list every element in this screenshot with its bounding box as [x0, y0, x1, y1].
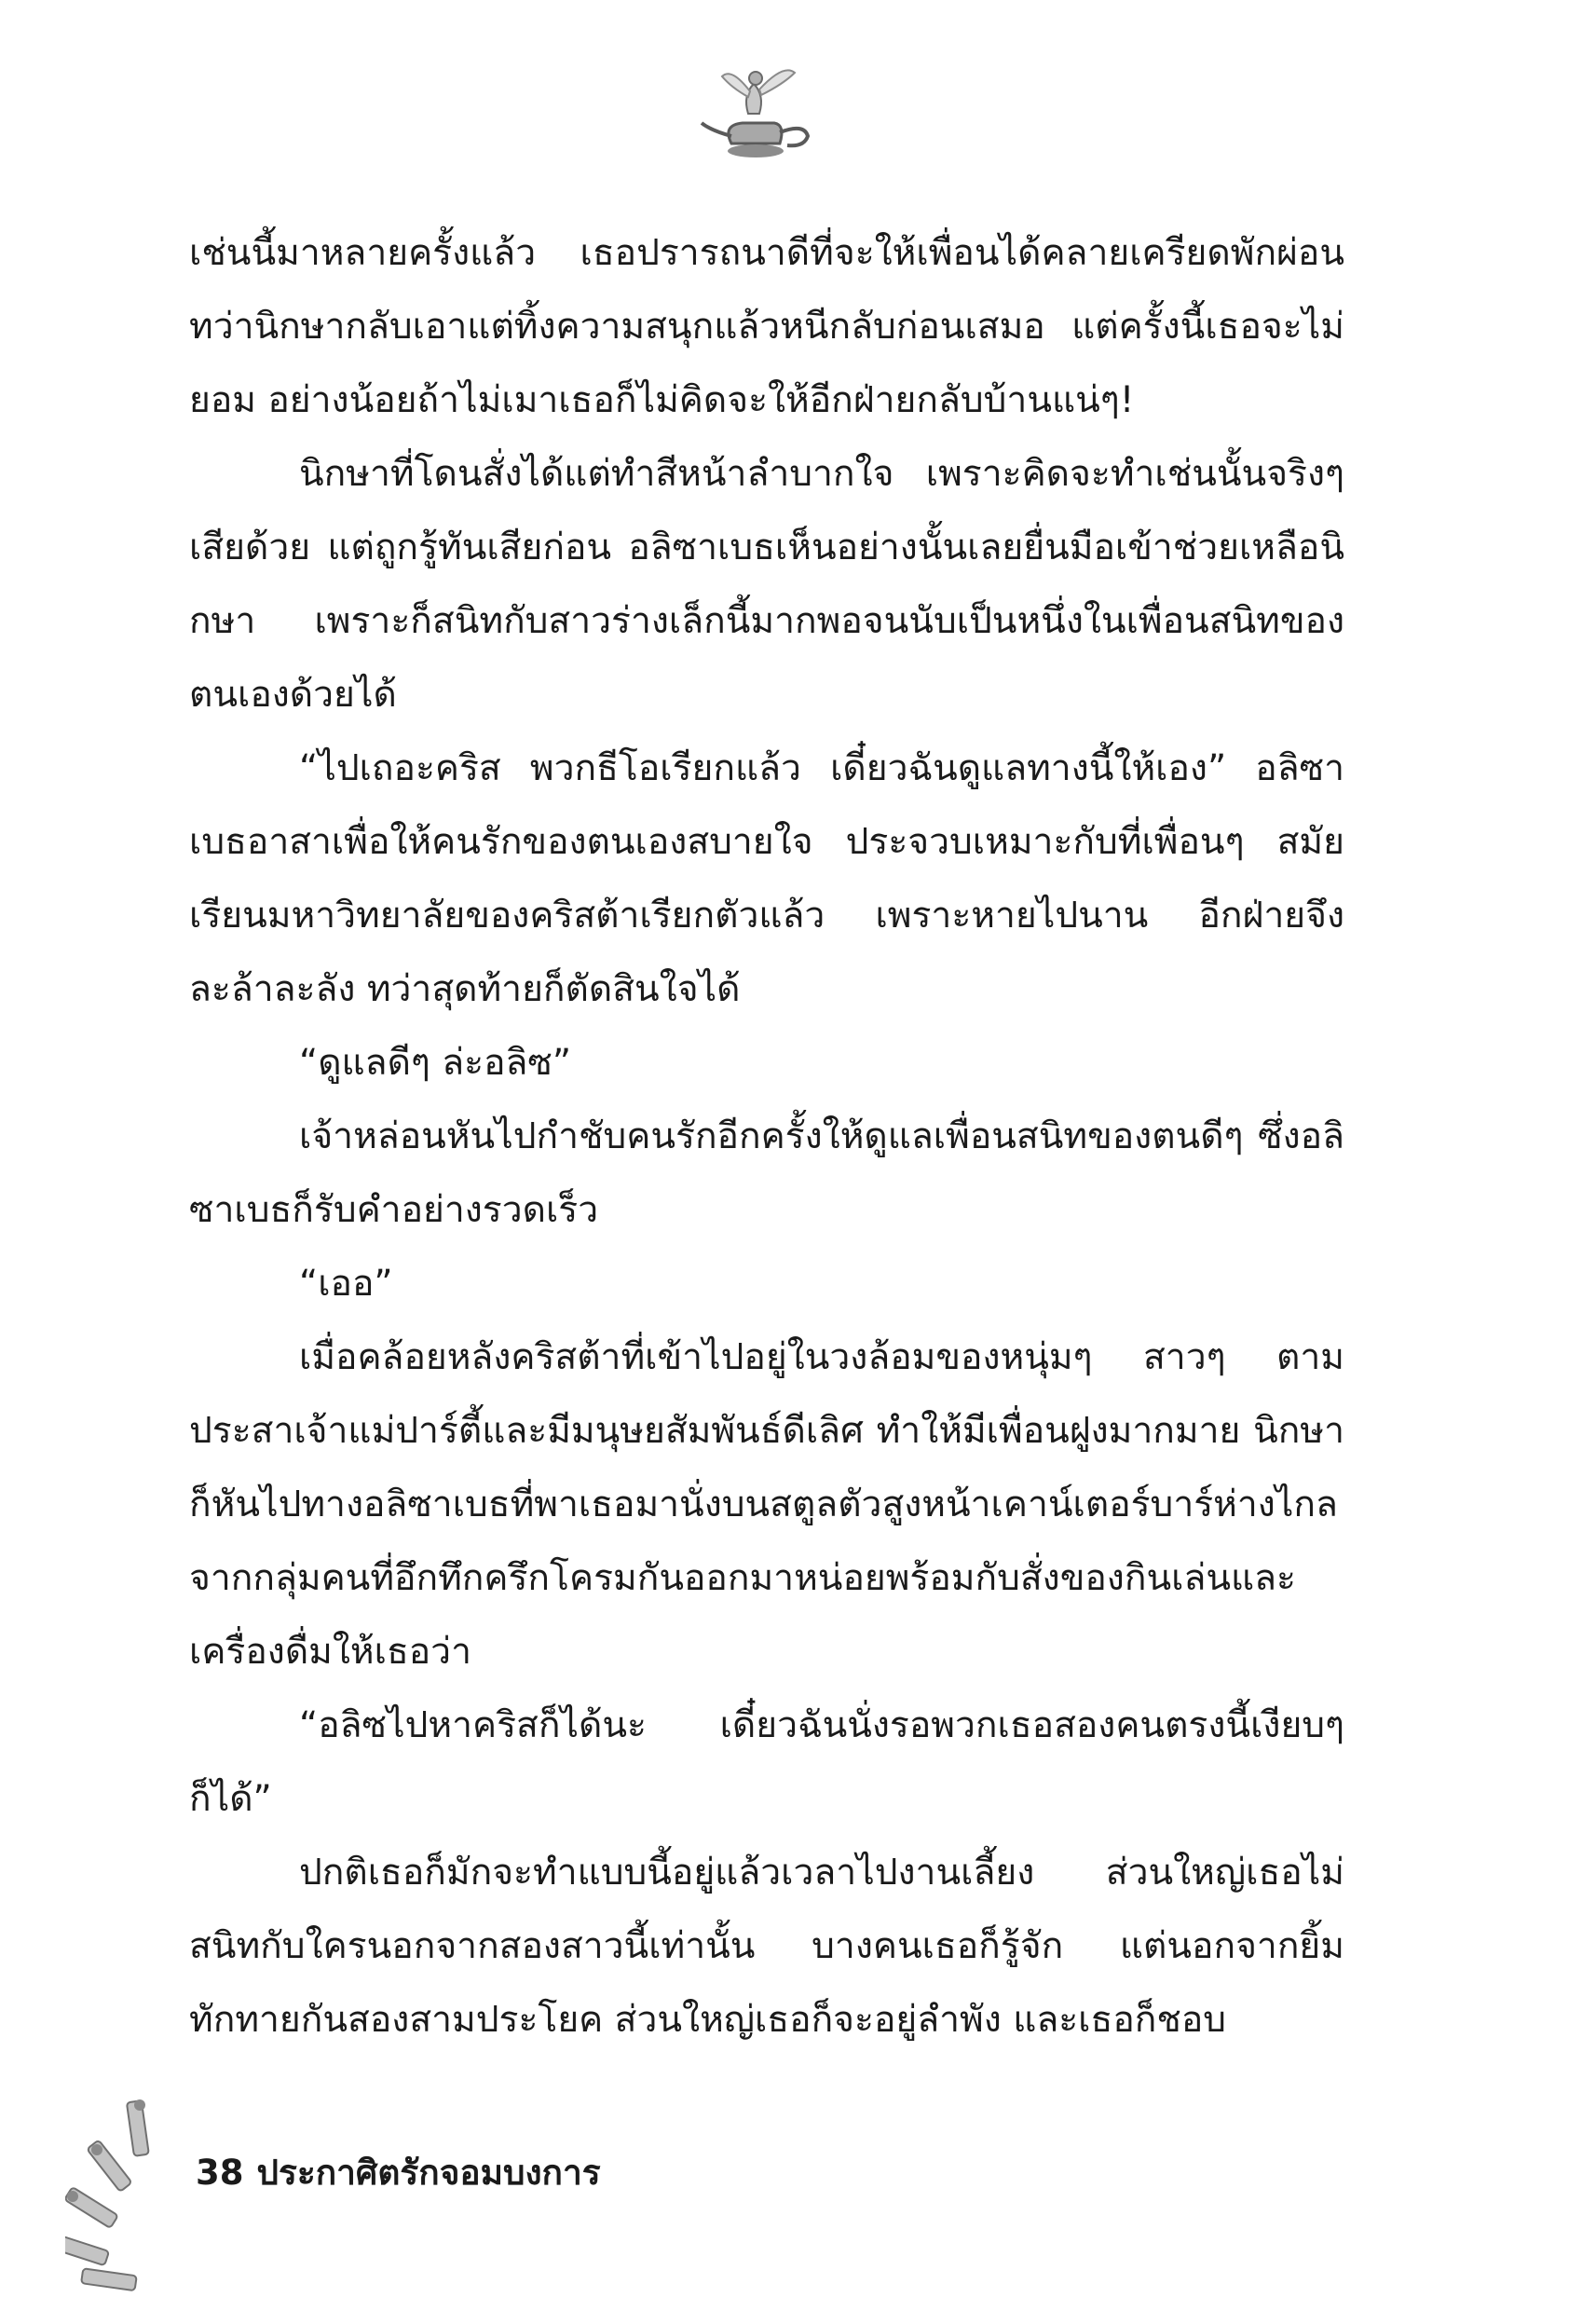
- paragraph-1: เช่นนี้มาหลายครั้งแล้ว เธอปรารถนาดีที่จะให้เพื่อนได้คลายเครียดพักผ่อน ทว่านิกษากลับเอาแต่ทิ้งความสนุกแล้วหนีกลับก่อนเสมอ แต่ครั้งนี้เธอจะไม่ยอม อย่างน้อยถ้าไม่เมาเธอก็ไม่คิดจะให้อีกฝ่ายกลับบ้านแน่ๆ!: [189, 232, 1344, 421]
- paragraph-6: “เออ”: [299, 1263, 393, 1305]
- paragraph-5: เจ้าหล่อนหันไปกำชับคนรักอีกครั้งให้ดูแลเพื่อนสนิทของตนดีๆ ซึ่งอลิซาเบธก็รับคำอย่างรวดเร็ว: [189, 1115, 1344, 1231]
- paragraph-9: ปกติเธอก็มักจะทำแบบนี้อยู่แล้วเวลาไปงานเลี้ยง ส่วนใหญ่เธอไม่สนิทกับใครนอกจากสองสาวนี้เท่านั้น บางคนเธอก็รู้จัก แต่นอกจากยิ้มทักทายกันสองสามประโยค ส่วนใหญ่เธอก็จะอยู่ลำพัง และเธอก็ชอบ: [189, 1852, 1344, 2041]
- paragraph-8: “อลิซไปหาคริสก็ได้นะ เดี๋ยวฉันนั่งรอพวกเธอสองคนตรงนี้เงียบๆ ก็ได้”: [189, 1704, 1344, 1820]
- book-title: ประกาศิตรักจอมบงการ: [256, 2153, 601, 2193]
- paragraph-4: “ดูแลดีๆ ล่ะอลิซ”: [299, 1042, 572, 1084]
- bullets-decoration-icon: [65, 2092, 186, 2292]
- paragraph-3: “ไปเถอะคริส พวกธีโอเรียกแล้ว เดี๋ยวฉันดูแลทางนี้ให้เอง” อลิซาเบธอาสาเพื่อให้คนรักของตนเองสบายใจ ประจวบเหมาะกับที่เพื่อนๆ สมัยเรียนมหาวิทยาลัยของคริสต้าเรียกตัวแล้ว เพราะหายไปนาน อีกฝ่ายจึงละล้าละลัง ทว่าสุดท้ายก็ตัดสินใจได้: [189, 747, 1344, 1010]
- fairy-lamp-emblem-icon: [694, 58, 815, 168]
- paragraph-7: เมื่อคล้อยหลังคริสต้าที่เข้าไปอยู่ในวงล้อมของหนุ่มๆ สาวๆ ตามประสาเจ้าแม่ปาร์ตี้และมีมนุษยสัมพันธ์ดีเลิศ ทำให้มีเพื่อนฝูงมากมาย นิกษาก็หันไปทางอลิซาเบธที่พาเธอมานั่งบนสตูลตัวสูงหน้าเคาน์เตอร์บาร์ห่างไกลจากกลุ่มคนที่อึกทึกครึกโครมกันออกมาหน่อยพร้อมกับสั่งของกินเล่นและเครื่องดื่มให้เธอว่า: [189, 1336, 1344, 1673]
- body-text: [189, 216, 1344, 2057]
- paragraph-2: นิกษาที่โดนสั่งได้แต่ทำสีหน้าลำบากใจ เพราะคิดจะทำเช่นนั้นจริงๆ เสียด้วย แต่ถูกรู้ทันเสียก่อน อลิซาเบธเห็นอย่างนั้นเลยยื่นมือเข้าช่วยเหลือนิกษา เพราะก็สนิทกับสาวร่างเล็กนี้มากพอจนนับเป็นหนึ่งในเพื่อนสนิทของตนเองด้วยได้: [189, 453, 1344, 716]
- page-footer: [196, 2145, 614, 2200]
- page-number: 38: [196, 2153, 244, 2193]
